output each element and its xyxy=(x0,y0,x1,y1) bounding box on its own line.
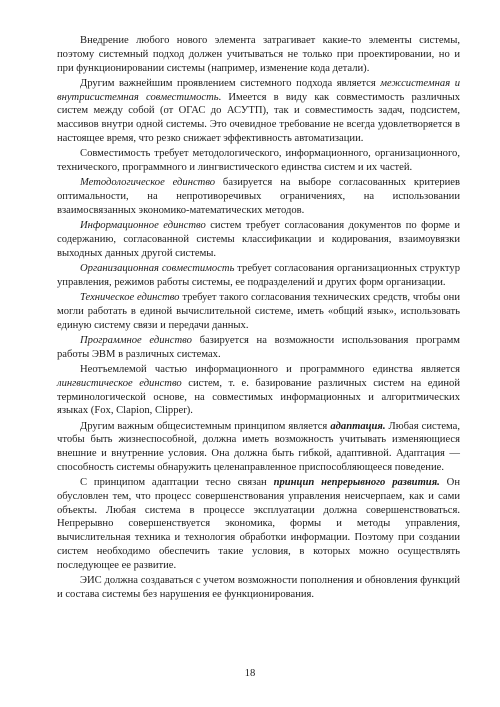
text-run: Он обусловлен тем, что процесс совершенствования управления неисчерпаем, как и сами объекты. Любая система в процессе эксплуатации должна совершенствоваться. Непрерывно совершенствуется экономика, формы и методы управления, вычислительная техника и технология обработки информации. Поэтому при создании систем необходимо обеспечить такие условия, в которых можно осуществлять последующее ее развитие. xyxy=(57,477,461,571)
text-run: систем, т. е. базирование различных систем на единой терминологической основе, на совместимых информационных и алгоритмических языках (Fox, Clapion, Clipper). xyxy=(57,377,460,417)
text-run: Внедрение любого нового элемента затрагивает какие-то элементы системы, поэтому системный подход должен учитываться не только при проектировании, но и при функционировании системы (например, изменение кода детали). xyxy=(57,35,460,74)
bold-italic-term: принцип непрерывного развития. xyxy=(273,477,440,489)
text-run: требует такого согласования технических средств, чтобы они могли работать в единой вычислительной системе, иметь «общий язык», использовать единую систему связи и передачи данных. xyxy=(57,292,460,331)
page-number: 18 xyxy=(244,668,256,679)
paragraph xyxy=(57,363,460,418)
italic-term: Организационная совместимость xyxy=(80,262,235,274)
paragraph xyxy=(57,334,460,362)
bold-italic-term: адаптация. xyxy=(330,420,386,432)
paragraph xyxy=(57,77,460,146)
text-run: ЭИС должна создаваться с учетом возможности пополнения и обновления функций и состава системы без нарушения ее функционирования. xyxy=(57,575,460,600)
paragraph xyxy=(57,574,460,602)
italic-term: лингвистическое единство xyxy=(57,377,182,389)
text-run: Другим важнейшим проявлением системного подхода является xyxy=(80,77,381,89)
paragraph xyxy=(57,176,460,217)
paragraph xyxy=(57,476,460,572)
text-run: систем требует согласования документов по форме и содержанию, согласованной системы классификации и кодирования, взаимоувязки выходных данных другой системы. xyxy=(57,220,460,259)
body-text xyxy=(57,34,460,603)
italic-term: Информационное единство xyxy=(80,220,206,232)
paragraph xyxy=(57,219,460,260)
paragraph xyxy=(57,291,460,332)
italic-term: Методологическое единство xyxy=(80,177,216,189)
italic-term: Программное единство xyxy=(80,334,192,346)
text-run: С принципом адаптации тесно связан xyxy=(80,477,274,489)
paragraph xyxy=(57,34,460,75)
italic-term: Техническое единство xyxy=(80,292,180,304)
italic-term: межсистемная и внутрисистемная совместимость xyxy=(57,77,460,103)
paragraph xyxy=(57,262,460,290)
text-run: . Имеется в виду как совместимость различных систем между собой (от ОГАС до АСУТП), так и совместимость задач, подсистем, массивов внутри одной системы. Это очевидное требование не всегда удовлетворяется в настоящее время, что резко снижает эффективность автоматизации. xyxy=(57,91,461,144)
text-run: Другим важным общесистемным принципом является xyxy=(80,420,331,432)
text-run: базируется на выборе согласованных критериев оптимальности, на непротиворечивых ограничениях, на использовании взаимосвязанных экономико-математических методов. xyxy=(57,177,460,216)
text-run: Неотъемлемой частью информационного и программного единства является xyxy=(80,364,460,375)
text-run: требует согласования организационных структур управления, режимов работы системы, ее подразделений и других форм организации. xyxy=(57,262,460,288)
paragraph xyxy=(57,420,460,475)
text-run: Совместимость требует методологического, информационного, организационного, технического, программного и лингвистического единства систем и их частей. xyxy=(57,148,460,173)
text-run: базируется на возможности использования программ работы ЭВМ в различных системах. xyxy=(57,334,461,360)
text-run: Любая система, чтобы быть жизнеспособной, должна иметь возможность учитывать изменяющиеся внешние и внутренние условия. Она должна быть гибкой, адаптивной. Адаптация — способность системы обнаружить целенаправленное приспособляющееся поведение. xyxy=(57,420,461,473)
paragraph xyxy=(57,147,460,175)
